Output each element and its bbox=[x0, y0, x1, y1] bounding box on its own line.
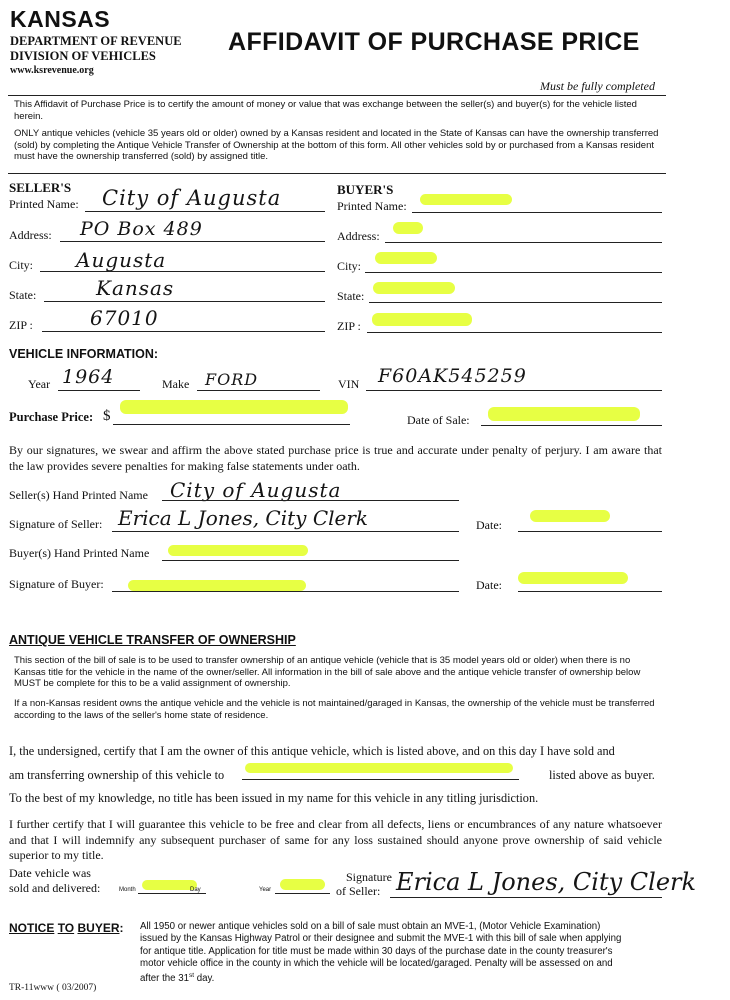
seller-state-line bbox=[44, 301, 325, 302]
guarantee-text: I further certify that I will guarantee this vehicle to be free and clear from all defects, liens or encumbrances of any nature whatsoever and that I will indemnify any subsequent purchaser of same for any loss sustained should anyone prove ownership of said vehicle superior to my title. bbox=[9, 817, 662, 862]
buyer-zip-line bbox=[367, 332, 662, 333]
notice-line-5-sup: st bbox=[189, 972, 195, 980]
day-label: Day bbox=[190, 887, 201, 893]
year-label: Year bbox=[28, 377, 51, 391]
seller-zip-value[interactable]: 67010 bbox=[90, 306, 159, 330]
notice-line-5-pre: after the 31 bbox=[140, 973, 190, 985]
antique-paragraph-2: If a non-Kansas resident owns the antique vehicle and the vehicle is not maintained/garaged in Kansas, the ownership of the vehicle must be transferred according to the laws of the seller's home state of residence. bbox=[14, 698, 655, 721]
form-id: TR-11www ( 03/2007) bbox=[9, 983, 97, 993]
seller-address-line bbox=[60, 241, 325, 242]
buyer-address-label: Address: bbox=[337, 229, 380, 243]
make-line bbox=[197, 390, 320, 391]
buyer-zip-redaction bbox=[372, 313, 472, 326]
date-delivered-label-2: sold and delivered: bbox=[9, 881, 101, 895]
certify-line-3: To the best of my knowledge, no title has been issued in my name for this vehicle in any titling jurisdiction. bbox=[9, 791, 539, 805]
buyer-city-line bbox=[365, 272, 662, 273]
must-complete-note: Must be fully completed bbox=[540, 79, 655, 93]
date-of-sale-line bbox=[481, 425, 662, 426]
buyer-address-line bbox=[385, 242, 662, 243]
seller-zip-label: ZIP : bbox=[9, 318, 33, 332]
date-delivered-label-1: Date vehicle was bbox=[9, 866, 91, 880]
transfer-signature-value[interactable]: Erica L Jones, City Clerk bbox=[396, 868, 697, 896]
seller-city-value[interactable]: Augusta bbox=[76, 248, 167, 272]
affirmation-text: By our signatures, we swear and affirm the above stated purchase price is true and accurate under penalty of perjury. I am aware that the law provides severe penalties for making false statements under oath. bbox=[9, 443, 662, 473]
purchase-price-label: Purchase Price: bbox=[9, 410, 94, 424]
seller-address-label: Address: bbox=[9, 228, 52, 242]
buyer-city-label: City: bbox=[337, 259, 362, 273]
buyer-name-redaction bbox=[420, 194, 512, 205]
date-of-sale-redaction bbox=[488, 407, 640, 421]
buyer-date-label: Date: bbox=[476, 578, 502, 592]
signature-label-2: of Seller: bbox=[336, 884, 381, 898]
seller-zip-line bbox=[42, 331, 325, 332]
year-value[interactable]: 1964 bbox=[62, 366, 115, 388]
buyer-state-label: State: bbox=[337, 289, 365, 303]
seller-address-value[interactable]: PO Box 489 bbox=[80, 218, 203, 240]
department-line-1: DEPARTMENT OF REVENUE bbox=[10, 34, 182, 48]
date-of-sale-label: Date of Sale: bbox=[407, 413, 470, 427]
month-day-redaction bbox=[142, 880, 197, 890]
buyer-heading: BUYER'S bbox=[337, 182, 394, 197]
notice-line-1: All 1950 or newer antique vehicles sold on a bill of sale must obtain an MVE-1, (Motor Vehicle Examination) bbox=[140, 921, 601, 932]
notice-line-3: for antique title. Application for title must be made within 30 days of the purchase date in the county treasurer's bbox=[140, 945, 613, 957]
certify-line-2-suffix: listed above as buyer. bbox=[549, 768, 655, 782]
dollar-sign: $ bbox=[103, 408, 111, 424]
notice-line-5-post: day. bbox=[194, 973, 215, 985]
header-rule bbox=[8, 95, 666, 96]
notice-colon: : bbox=[119, 921, 124, 935]
buyer-date-line bbox=[518, 591, 662, 592]
vehicle-info-heading: VEHICLE INFORMATION: bbox=[9, 347, 159, 361]
signature-label-1: Signature bbox=[346, 870, 392, 884]
intro-paragraph-1: This Affidavit of Purchase Price is to certify the amount of money or value that was exchange between the seller(s) and buyer(s) for the vehicle listed herein. bbox=[14, 99, 637, 122]
vin-value[interactable]: F60AK545259 bbox=[378, 365, 527, 387]
certify-line-2-prefix: am transferring ownership of this vehicle to bbox=[9, 768, 225, 782]
vin-label: VIN bbox=[338, 377, 360, 391]
seller-printed-line bbox=[162, 500, 459, 501]
form-title: AFFIDAVIT OF PURCHASE PRICE bbox=[228, 28, 640, 56]
month-label: Month bbox=[119, 887, 136, 893]
seller-city-line bbox=[40, 271, 325, 272]
intro-rule bbox=[8, 173, 666, 174]
antique-paragraph-1: This section of the bill of sale is to be used to transfer ownership of an antique vehicle (vehicle that is 35 model years old or older) when there is no Kansas title for the vehicle in the name of the owner/seller. All information in the bill of sale above and the antique vehicle transfer of ownership below MUST be complete for this to be a valid assignment of ownership. bbox=[14, 655, 641, 689]
buyer-printed-label: Buyer(s) Hand Printed Name bbox=[9, 546, 150, 560]
seller-signature-value[interactable]: Erica L Jones, City Clerk bbox=[118, 506, 369, 530]
purchase-price-line bbox=[113, 424, 350, 425]
month-day-line bbox=[138, 893, 206, 894]
seller-name-label: Printed Name: bbox=[9, 197, 79, 211]
notice-line-2: issued by the Kansas Highway Patrol or their designee and submit the MVE-1 with this bill of sale when applying bbox=[140, 933, 622, 945]
seller-state-label: State: bbox=[9, 288, 37, 302]
buyer-word: BUYER bbox=[77, 921, 120, 935]
make-value[interactable]: FORD bbox=[205, 370, 259, 389]
seller-heading: SELLER'S bbox=[9, 180, 72, 195]
antique-heading: ANTIQUE VEHICLE TRANSFER OF OWNERSHIP bbox=[9, 633, 296, 647]
to-word: TO bbox=[57, 921, 75, 935]
transferee-redaction bbox=[245, 763, 513, 773]
buyer-name-line bbox=[412, 212, 662, 213]
notice-line-4: motor vehicle office in the county in which the vehicle will be located/garaged. Penalty will be assessed on and bbox=[140, 957, 613, 969]
buyer-state-redaction bbox=[373, 282, 455, 294]
buyer-signature-redaction bbox=[128, 580, 306, 591]
transferee-line bbox=[242, 779, 519, 780]
buyer-signature-label: Signature of Buyer: bbox=[9, 577, 104, 591]
buyer-city-redaction bbox=[375, 252, 437, 264]
seller-date-line bbox=[518, 531, 662, 532]
notice-word: NOTICE bbox=[9, 921, 55, 935]
year-line bbox=[58, 390, 140, 391]
buyer-date-redaction bbox=[518, 572, 628, 584]
seller-printed-label: Seller(s) Hand Printed Name bbox=[9, 488, 148, 502]
intro-paragraph-2: ONLY antique vehicles (vehicle 35 years old or older) owned by a Kansas resident and located in the State of Kansas can have the ownership transferred (sold) by completing the Antique Vehicle Transfer of Ownership at the bottom of this form. All other vehicles sold by or purchased from a Kansas resident must have the ownership transferred (sold) by assigned title. bbox=[14, 128, 659, 162]
delivered-year-line bbox=[275, 893, 330, 894]
buyer-zip-label: ZIP : bbox=[337, 319, 361, 333]
seller-state-value[interactable]: Kansas bbox=[96, 276, 175, 300]
seller-name-line bbox=[85, 211, 325, 212]
purchase-price-redaction bbox=[120, 400, 348, 414]
seller-date-redaction bbox=[530, 510, 610, 522]
delivered-year-redaction bbox=[280, 879, 325, 890]
department-line-2: DIVISION OF VEHICLES bbox=[10, 49, 156, 63]
seller-printed-value[interactable]: City of Augusta bbox=[170, 478, 342, 502]
year-small-label: Year bbox=[259, 887, 272, 893]
seller-city-label: City: bbox=[9, 258, 34, 272]
buyer-signature-line bbox=[112, 591, 459, 592]
seller-name-value[interactable]: City of Augusta bbox=[102, 186, 282, 210]
transfer-signature-line bbox=[390, 897, 662, 898]
seller-signature-line bbox=[112, 531, 459, 532]
notice-label bbox=[9, 921, 124, 935]
buyer-name-label: Printed Name: bbox=[337, 199, 407, 213]
notice-text bbox=[140, 921, 665, 986]
agency-name: KANSAS bbox=[10, 6, 111, 32]
buyer-state-line bbox=[369, 302, 662, 303]
seller-signature-label: Signature of Seller: bbox=[9, 517, 103, 531]
vin-line bbox=[366, 390, 662, 391]
buyer-printed-line bbox=[162, 560, 459, 561]
website: www.ksrevenue.org bbox=[10, 65, 94, 76]
seller-date-label: Date: bbox=[476, 518, 502, 532]
notice-line-5 bbox=[140, 970, 665, 986]
make-label: Make bbox=[162, 377, 190, 391]
buyer-address-redaction bbox=[393, 222, 423, 234]
buyer-printed-redaction bbox=[168, 545, 308, 556]
certify-line-1: I, the undersigned, certify that I am the owner of this antique vehicle, which is listed above, and on this day I have sold and bbox=[9, 744, 615, 758]
